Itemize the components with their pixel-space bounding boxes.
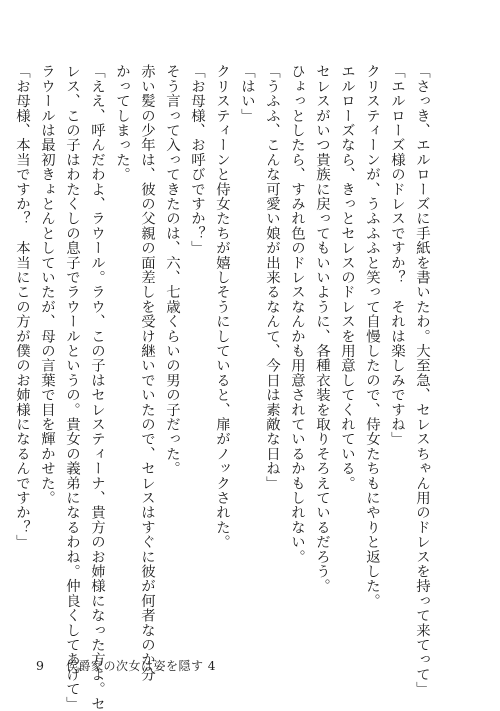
text-line: クリスティーンと侍女たちが嬉しそうにしていると、扉がノックされた。	[214, 64, 230, 550]
text-line: セレスがいつ貴族に戻ってもいいように、各種衣装を取りそろえているだろう。	[314, 64, 330, 594]
text-line: ラウールは最初きょとんとしていたが、母の言葉で目を輝かせた。	[39, 64, 55, 505]
text-line: 「エルローズ様のドレスですか？ それは楽しみですね」	[389, 64, 405, 447]
text-line: かってしまった。	[114, 64, 130, 182]
text-line: 「はい」	[239, 64, 255, 123]
text-line: クリスティーンが、うふふふと笑って自慢したので、侍女たちもにやりと返した。	[364, 64, 380, 608]
text-line: レス、この子はわたくしの息子でラウールというの。貴女の義弟になるわね。仲良くしてあげて」	[64, 64, 80, 711]
page-footer	[36, 657, 216, 674]
text-line: 「さっき、エルローズに手紙を書いたわ。大至急、セレスちゃん用のドレスを持って来てって」	[414, 64, 430, 697]
text-line: そう言って入ってきたのは、六、七歳くらいの男の子だった。	[164, 64, 180, 476]
text-line: 「うふふ、こんな可愛い娘が出来るなんて、今日は素敵な日ね」	[264, 64, 280, 491]
page-number: 9	[36, 658, 44, 673]
text-line: ひょっとしたら、すみれ色のドレスなんかも用意されているかもしれない。	[289, 64, 305, 564]
text-line: 「お母様、本当ですか？ 本当にこの方が僕のお姉様になるんですか？」	[14, 64, 30, 550]
text-line: 「お母様、お呼びですか？」	[189, 64, 205, 256]
book-title: 侯爵家の次女は姿を隠す 4	[65, 659, 216, 673]
text-line: 赤い髪の少年は、彼の父親の面差しを受け継いでいたので、セレスはすぐに彼が何者なのか分	[139, 64, 155, 682]
text-line: エルローズなら、きっとセレスのドレスを用意してくれている。	[339, 64, 355, 491]
text-line: 「ええ、呼んだわよ、ラウール。ラウ、この子はセレスティーナ、貴方のお姉様になった方よ。セ	[89, 64, 105, 711]
